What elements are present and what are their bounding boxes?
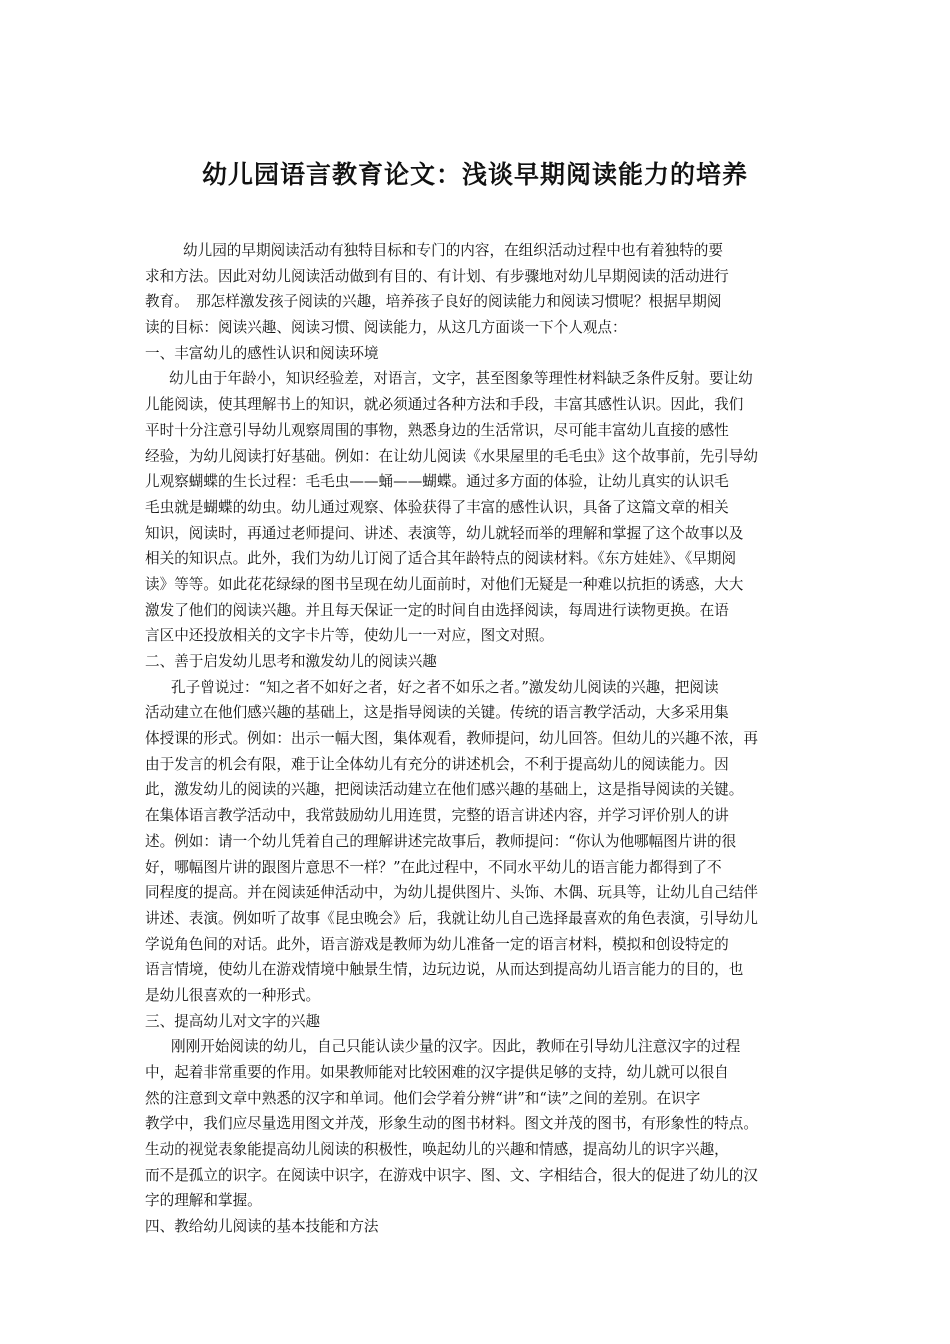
paragraph-line: 刚刚开始阅读的幼儿，自己只能认读少量的汉字。因此，教师在引导幼儿注意汉字的过程 (171, 1038, 741, 1056)
page-title: 幼儿园语言教育论文：浅谈早期阅读能力的培养 (201, 160, 748, 189)
paragraph-line: 同程度的提高。并在阅读延伸活动中，为幼儿提供图片、头饰、木偶、玩具等，让幼儿自己结伴 (145, 884, 758, 902)
paragraph-line: 儿能阅读，使其理解书上的知识，就必须通过各种方法和手段，丰富其感性认识。因此，我们 (145, 396, 744, 414)
paragraph-line: 孔子曾说过：“知之者不如好之者，好之者不如乐之者。”激发幼儿阅读的兴趣，把阅读 (171, 678, 719, 696)
paragraph-line: 教学中，我们应尽量选用图文并茂，形象生动的图书材料。图文并茂的图书，有形象性的特点。 (145, 1115, 758, 1133)
paragraph-line: 毛虫就是蝴蝶的幼虫。幼儿通过观察、体验获得了丰富的感性认识，具备了这篇文章的相关 (145, 498, 729, 516)
section-heading: 一、丰富幼儿的感性认识和阅读环境 (145, 344, 379, 362)
paragraph-line: 由于发言的机会有限，难于让全体幼儿有充分的讲述机会，不利于提高幼儿的阅读能力。因 (145, 755, 729, 773)
paragraph-line: 中，起着非常重要的作用。如果教师能对比较困难的汉字提供足够的支持，幼儿就可以很自 (145, 1064, 729, 1081)
paragraph-line: 字的理解和掌握。 (145, 1192, 262, 1210)
paragraph-line: 述。例如：请一个幼儿凭着自己的理解讲述完故事后，教师提问：“你认为他哪幅图片讲的很 (145, 832, 737, 850)
paragraph-line: 相关的知识点。此外，我们为幼儿订阅了适合其年龄特点的阅读材料。《东方娃娃》、《早期阅 (145, 550, 737, 568)
paragraph-line: 平时十分注意引导幼儿观察周围的事物，熟悉身边的生活常识，尽可能丰富幼儿直接的感性 (145, 421, 729, 439)
paragraph-line: 教育。 那怎样激发孩子阅读的兴趣，培养孩子良好的阅读能力和阅读习惯呢？根据早期阅 (145, 293, 722, 311)
paragraph-line: 体授课的形式。例如：出示一幅大图，集体观看，教师提问，幼儿回答。但幼儿的兴趣不浓，再 (145, 730, 758, 748)
document-body (145, 238, 825, 1240)
section-heading: 三、提高幼儿对文字的兴趣 (145, 1012, 321, 1030)
paragraph-line: 而不是孤立的识字。在阅读中识字，在游戏中识字、图、文、字相结合，很大的促进了幼儿的汉 (145, 1166, 758, 1184)
paragraph-line: 幼儿园的早期阅读活动有独特目标和专门的内容，在组织活动过程中也有着独特的要 (183, 242, 723, 259)
paragraph-line: 求和方法。因此对幼儿阅读活动做到有目的、有计划、有步骤地对幼儿早期阅读的活动进行 (145, 267, 729, 285)
paragraph-line: 讲述、表演。例如听了故事《昆虫晚会》后，我就让幼儿自己选择最喜欢的角色表演，引导幼儿 (145, 909, 758, 927)
paragraph-line: 读》等等。如此花花绿绿的图书呈现在幼儿面前时，对他们无疑是一种难以抗拒的诱惑，大大 (145, 575, 744, 593)
paragraph-line: 在集体语言教学活动中，我常鼓励幼儿用连贯，完整的语言讲述内容，并学习评价别人的讲 (145, 807, 729, 825)
section-heading: 二、善于启发幼儿思考和激发幼儿的阅读兴趣 (145, 653, 437, 670)
paragraph-line: 知识，阅读时，再通过老师提问、讲述、表演等，幼儿就轻而举的理解和掌握了这个故事以及 (145, 524, 744, 542)
paragraph-line: 儿观察蝴蝶的生长过程：毛毛虫——蛹——蝴蝶。通过多方面的体验，让幼儿真实的认识毛 (145, 473, 729, 491)
paragraph-line: 此，激发幼儿的阅读的兴趣，把阅读活动建立在他们感兴趣的基础上，这是指导阅读的关键。 (145, 781, 744, 799)
section-heading: 四、教给幼儿阅读的基本技能和方法 (145, 1218, 379, 1236)
paragraph-line: 幼儿由于年龄小，知识经验差，对语言，文字，甚至图象等理性材料缺乏条件反射。要让幼 (169, 370, 753, 388)
paragraph-line: 语言情境，使幼儿在游戏情境中触景生情，边玩边说，从而达到提高幼儿语言能力的目的，也 (145, 961, 744, 979)
paragraph-line: 生动的视觉表象能提高幼儿阅读的积极性，唤起幼儿的兴趣和情感，提高幼儿的识字兴趣， (145, 1141, 729, 1159)
paragraph-line: 言区中还投放相关的文字卡片等，使幼儿一一对应，图文对照。 (145, 627, 554, 645)
paragraph-line: 学说角色间的对话。此外，语言游戏是教师为幼儿准备一定的语言材料，模拟和创设特定的 (145, 935, 729, 953)
paragraph-line: 活动建立在他们感兴趣的基础上，这是指导阅读的关键。传统的语言教学活动，大多采用集 (145, 704, 729, 722)
paragraph-line: 是幼儿很喜欢的一种形式。 (145, 986, 321, 1004)
paragraph-line: 好，哪幅图片讲的跟图片意思不一样？”在此过程中，不同水平幼儿的语言能力都得到了不 (145, 858, 722, 876)
paragraph-line: 读的目标：阅读兴趣、阅读习惯、阅读能力，从这几方面谈一下个人观点： (145, 319, 627, 337)
paragraph-line: 然的注意到文章中熟悉的汉字和单词。他们会学着分辨“讲”和“读”之间的差别。在识字 (145, 1089, 701, 1107)
paragraph-line: 经验，为幼儿阅读打好基础。例如：在让幼儿阅读《水果屋里的毛毛虫》这个故事前，先引导幼 (145, 447, 758, 465)
paragraph-line: 激发了他们的阅读兴趣。并且每天保证一定的时间自由选择阅读，每周进行读物更换。在语 (145, 601, 729, 619)
